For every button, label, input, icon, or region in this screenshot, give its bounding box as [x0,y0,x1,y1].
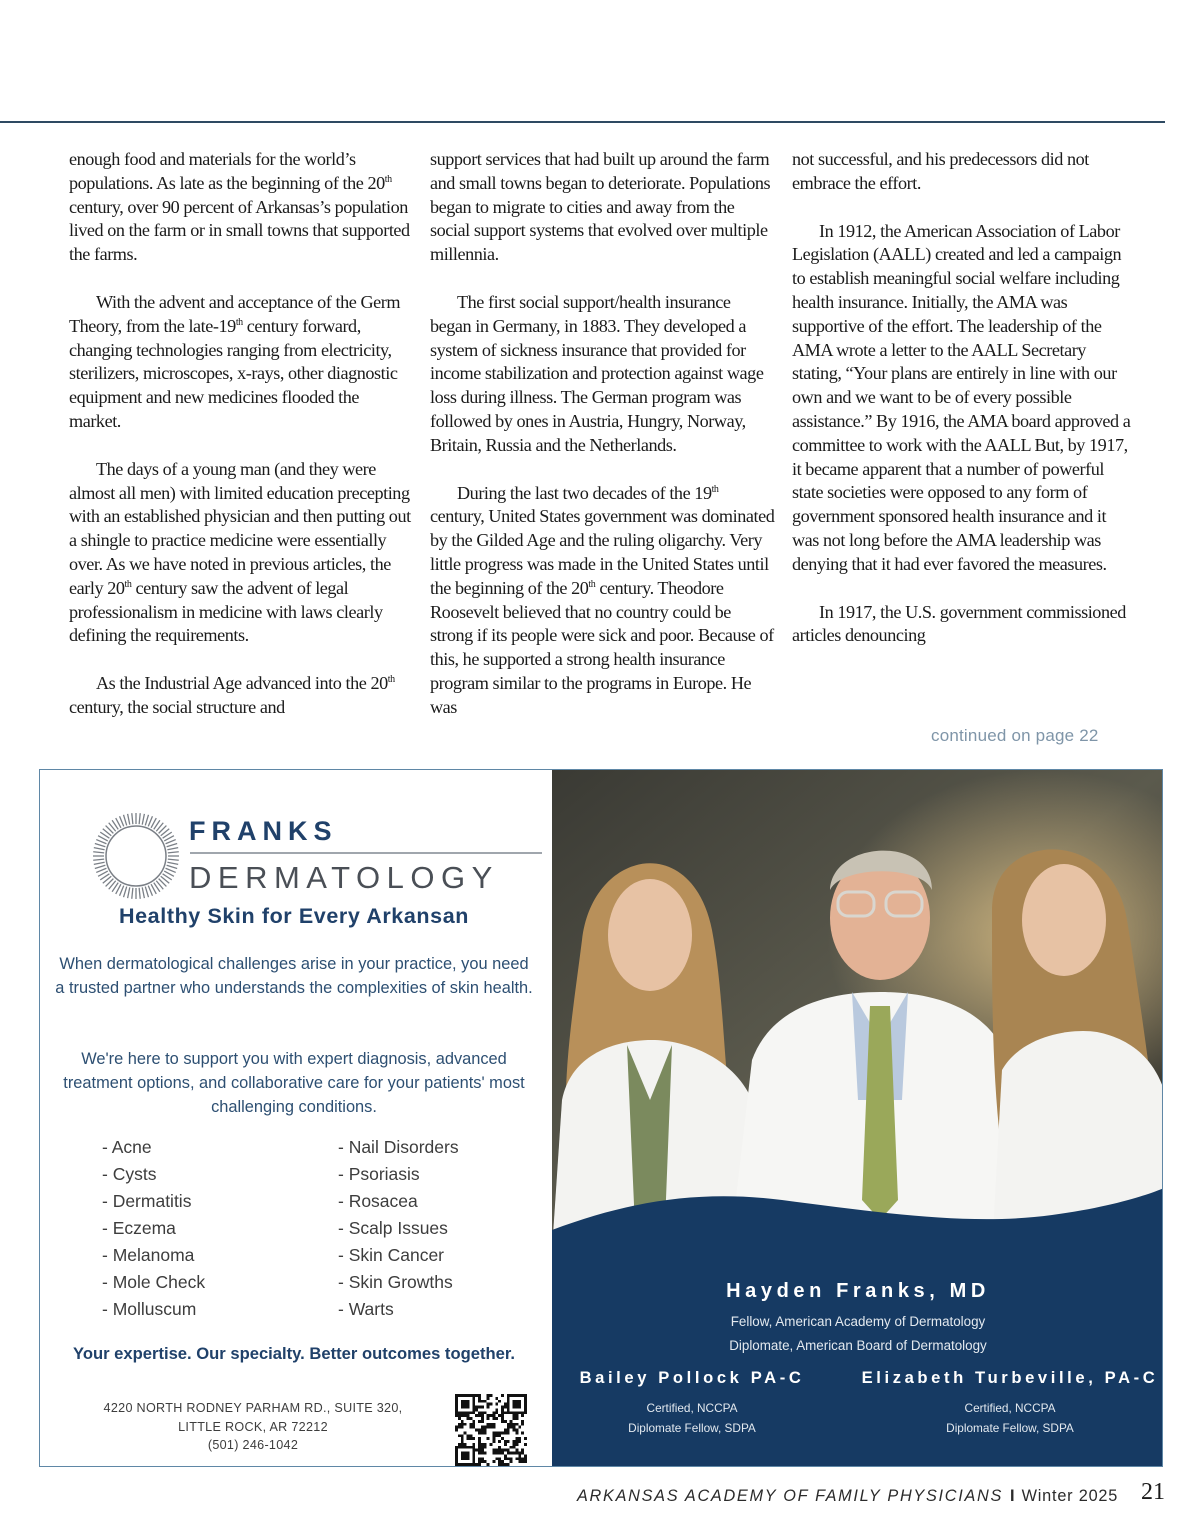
condition-item: - Molluscum [102,1299,197,1319]
pa-credential: Certified, NCCPA [964,1401,1056,1415]
pa-name: Elizabeth Turbeville, PA-C [861,1368,1159,1387]
condition-item: - Acne [102,1137,152,1157]
doctor-name: Hayden Franks, MD [726,1280,990,1302]
pa-name: Bailey Pollock PA-C [579,1368,805,1387]
doctor-credential: Fellow, American Academy of Dermatology [730,1314,986,1329]
address-line: 4220 NORTH RODNEY PARHAM RD., SUITE 320, [103,1401,403,1415]
conditions-list-right [338,1134,459,1323]
page-number: 21 [1141,1479,1165,1505]
paragraph: In 1917, the U.S. government commissioned articles denouncing [792,601,1126,646]
paragraph: With the advent and acceptance of the Germ Theory, from the late-19th century forward, changing technologies ranging from electricity, sterilizers, microscopes, x-rays, other diagnostic equipment and new medicines flooded the market. [69,291,401,431]
top-rule [0,121,1165,123]
continued-link[interactable]: continued on page 22 [931,726,1099,745]
condition-item: - Rosacea [338,1191,418,1211]
article-column-3 [792,148,1132,648]
ad-info-panel [40,770,552,1466]
condition-item: - Warts [338,1299,394,1319]
condition-item: - Nail Disorders [338,1137,459,1157]
brand-subname: DERMATOLOGY [189,860,499,895]
condition-item: - Mole Check [102,1272,206,1292]
article-column-1 [69,148,414,720]
paragraph: support services that had built up around the farm and small towns began to deteriorate. Populations began to migrate to cities and away from the social support systems that evolved over multiple millennia. [430,149,771,265]
paragraph: enough food and materials for the world’s populations. As late as the beginning of the 20th century, over 90 percent of Arkansas’s population lived on the farm or in small towns that supported the farms. [69,149,410,265]
condition-item: - Eczema [102,1218,176,1238]
brand-name: FRANKS [189,816,338,846]
article-column-2 [430,148,775,720]
condition-item: - Psoriasis [338,1164,420,1184]
ad-tagline: Healthy Skin for Every Arkansan [119,904,469,928]
sun-logo-icon [90,810,182,902]
condition-item: - Cysts [102,1164,157,1184]
qr-code-icon[interactable] [455,1394,527,1466]
condition-item: - Scalp Issues [338,1218,448,1238]
paragraph: not successful, and his predecessors did not embrace the effort. [792,149,1089,193]
conditions-list-left [102,1134,205,1323]
pa-credentials [552,1398,852,1438]
condition-item: - Melanoma [102,1245,195,1265]
pa-credentials [850,1398,1163,1438]
ad-paragraph: When dermatological challenges arise in your practice, you need a trusted partner who understands the complexities of skin health. [55,955,533,997]
pa-bailey-pollock [552,1368,852,1438]
paragraph: The days of a young man (and they were almost all men) with limited education precepting with an established physician and then putting out a shingle to practice medicine were essentially over. As we have noted in previous articles, the early 20th century saw the advent of legal professionalism in medicine with laws clearly defining the requirements. [69,458,411,646]
phone-number: (501) 246-1042 [207,1438,299,1452]
paragraph: As the Industrial Age advanced into the 20th century, the social structure and [69,673,395,717]
pa-credential: Diplomate Fellow, SDPA [946,1421,1074,1435]
condition-item: - Skin Growths [338,1272,453,1292]
paragraph: In 1912, the American Association of Labor Legislation (AALL) created and led a campaign to establish meaningful social welfare including health insurance. Initially, the AMA was supportive of the effort. The leadership of the AMA wrote a letter to the AALL Secretary stating, “Your plans are entirely in line with our own and we want to be of every possible assistance.” By 1916, the AMA board approved a committee to work with the AALL But, by 1917, it became apparent that a number of powerful state societies were opposed to any form of government sponsored health insurance and it was not long before the AMA leadership was denying that it had ever favored the measures. [792,220,1131,574]
address-line: LITTLE ROCK, AR 72212 [178,1419,328,1434]
advertisement [39,769,1163,1467]
footer-issue: Winter 2025 [1021,1487,1119,1505]
doctor-credential: Diplomate, American Board of Dermatology [729,1338,987,1353]
pa-credential: Diplomate Fellow, SDPA [628,1421,756,1435]
ad-paragraph: We're here to support you with expert diagnosis, advanced treatment options, and collaborative care for your patients' most challenging conditions. [63,1050,525,1116]
footer-separator: I [1010,1487,1015,1505]
page-footer [577,1487,1118,1506]
brand-divider [190,852,542,854]
ad-slogan: Your expertise. Our specialty. Better outcomes together. [72,1344,515,1363]
paragraph: During the last two decades of the 19th century, United States government was dominated by the Gilded Age and the ruling oligarchy. Very little progress was made in the United States until the beginning of the 20th century. Theodore Roosevelt believed that no country could be strong if its people were sick and poor. Because of this, he supported a strong health insurance program similar to the programs in Europe. He was [430,482,775,717]
practice-address [82,1399,424,1455]
footer-organization: ARKANSAS ACADEMY OF FAMILY PHYSICIANS [577,1487,1004,1505]
condition-item: - Dermatitis [102,1191,192,1211]
pa-credential: Certified, NCCPA [646,1401,738,1415]
ad-photo-panel [552,770,1163,1466]
pa-elizabeth-turbeville [850,1368,1163,1438]
paragraph: The first social support/health insurance began in Germany, in 1883. They developed a system of sickness insurance that provided for income stabilization and protection against wage loss during illness. The German program was followed by ones in Austria, Hungry, Norway, Britain, Russia and the Netherlands. [430,291,764,455]
condition-item: - Skin Cancer [338,1245,445,1265]
navy-wave-panel [552,770,1163,1466]
